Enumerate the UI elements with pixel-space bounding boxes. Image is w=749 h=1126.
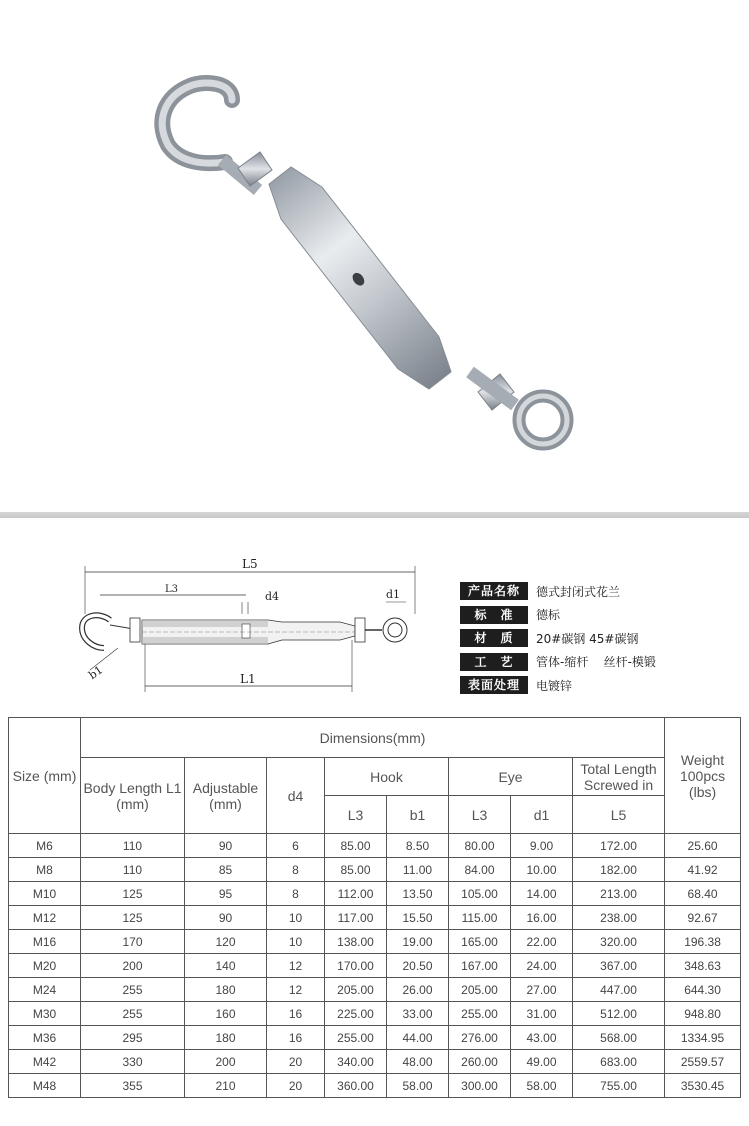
table-cell: 110 <box>81 834 185 858</box>
table-cell: 160 <box>185 1002 267 1026</box>
table-cell: M48 <box>9 1074 81 1098</box>
spec-row-material <box>460 627 740 649</box>
table-cell: 49.00 <box>511 1050 573 1074</box>
table-cell: 31.00 <box>511 1002 573 1026</box>
spec-value: 德标 <box>536 608 561 622</box>
header-l5: L5 <box>573 796 665 834</box>
table-cell: 19.00 <box>387 930 449 954</box>
header-total-length: Total Length Screwed in <box>573 758 665 796</box>
table-cell: 180 <box>185 978 267 1002</box>
table-cell: 165.00 <box>449 930 511 954</box>
table-cell: 43.00 <box>511 1026 573 1050</box>
table-cell: 24.00 <box>511 954 573 978</box>
header-d4: d4 <box>267 758 325 834</box>
table-cell: 117.00 <box>325 906 387 930</box>
table-cell: 10 <box>267 906 325 930</box>
table-cell: 48.00 <box>387 1050 449 1074</box>
section-divider <box>0 512 749 518</box>
table-cell: 120 <box>185 930 267 954</box>
spec-row-process <box>460 651 740 673</box>
label-d1: d1 <box>386 588 401 601</box>
table-cell: 92.67 <box>665 906 741 930</box>
table-cell: 644.30 <box>665 978 741 1002</box>
table-cell: 20 <box>267 1050 325 1074</box>
dimensions-table-wrap <box>8 717 740 1098</box>
table-cell: 12 <box>267 954 325 978</box>
table-cell: 355 <box>81 1074 185 1098</box>
table-cell: M10 <box>9 882 81 906</box>
table-cell: M24 <box>9 978 81 1002</box>
table-row <box>9 1074 741 1098</box>
table-cell: 200 <box>81 954 185 978</box>
table-cell: 3530.45 <box>665 1074 741 1098</box>
turnbuckle-photo <box>0 0 749 512</box>
table-cell: 85.00 <box>325 858 387 882</box>
table-cell: 33.00 <box>387 1002 449 1026</box>
technical-diagram <box>70 552 430 702</box>
spec-label: 材 质 <box>460 629 528 647</box>
table-cell: 200 <box>185 1050 267 1074</box>
spec-label: 产品名称 <box>460 582 528 600</box>
table-cell: 196.38 <box>665 930 741 954</box>
table-cell: 10.00 <box>511 858 573 882</box>
table-row <box>9 882 741 906</box>
table-cell: M6 <box>9 834 81 858</box>
table-cell: 2559.57 <box>665 1050 741 1074</box>
label-d4: d4 <box>265 590 280 603</box>
table-cell: 755.00 <box>573 1074 665 1098</box>
table-cell: 138.00 <box>325 930 387 954</box>
table-row <box>9 954 741 978</box>
table-cell: 360.00 <box>325 1074 387 1098</box>
label-l3: L3 <box>165 584 179 595</box>
table-row <box>9 930 741 954</box>
dimensions-table <box>8 717 741 1098</box>
label-l5: L5 <box>242 557 258 571</box>
table-cell: 44.00 <box>387 1026 449 1050</box>
table-cell: 84.00 <box>449 858 511 882</box>
spec-label: 工 艺 <box>460 653 528 671</box>
table-cell: 170.00 <box>325 954 387 978</box>
table-cell: 255 <box>81 1002 185 1026</box>
table-cell: 348.63 <box>665 954 741 978</box>
table-cell: 20 <box>267 1074 325 1098</box>
table-cell: 170 <box>81 930 185 954</box>
table-cell: 41.92 <box>665 858 741 882</box>
table-cell: 568.00 <box>573 1026 665 1050</box>
table-cell: 110 <box>81 858 185 882</box>
table-cell: 180 <box>185 1026 267 1050</box>
table-cell: M36 <box>9 1026 81 1050</box>
table-cell: 948.80 <box>665 1002 741 1026</box>
table-cell: 16 <box>267 1026 325 1050</box>
turnbuckle-drawing <box>70 552 430 702</box>
table-cell: M12 <box>9 906 81 930</box>
table-row <box>9 978 741 1002</box>
table-cell: M8 <box>9 858 81 882</box>
table-row <box>9 858 741 882</box>
header-adjustable: Adjustable (mm) <box>185 758 267 834</box>
table-row <box>9 834 741 858</box>
table-cell: 6 <box>267 834 325 858</box>
product-photo <box>0 0 749 512</box>
table-cell: 8.50 <box>387 834 449 858</box>
label-b1: b1 <box>86 663 106 682</box>
table-row <box>9 1002 741 1026</box>
header-eye: Eye <box>449 758 573 796</box>
table-cell: 205.00 <box>325 978 387 1002</box>
spec-label: 标 准 <box>460 606 528 624</box>
table-cell: 255.00 <box>325 1026 387 1050</box>
spec-value: 20#碳钢 45#碳钢 <box>536 631 639 646</box>
spec-row-surface <box>460 674 740 696</box>
table-cell: 8 <box>267 858 325 882</box>
spec-value: 管体-缩杆 丝杆-模锻 <box>536 655 656 669</box>
header-hook: Hook <box>325 758 449 796</box>
table-cell: 182.00 <box>573 858 665 882</box>
table-cell: 112.00 <box>325 882 387 906</box>
table-cell: 125 <box>81 882 185 906</box>
spec-row-name <box>460 580 740 602</box>
header-hook-b1: b1 <box>387 796 449 834</box>
table-cell: 300.00 <box>449 1074 511 1098</box>
table-cell: 85.00 <box>325 834 387 858</box>
table-cell: 255.00 <box>449 1002 511 1026</box>
table-cell: 1334.95 <box>665 1026 741 1050</box>
table-row <box>9 1026 741 1050</box>
table-cell: 85 <box>185 858 267 882</box>
header-eye-l3: L3 <box>449 796 511 834</box>
table-cell: 9.00 <box>511 834 573 858</box>
table-cell: 276.00 <box>449 1026 511 1050</box>
table-cell: 8 <box>267 882 325 906</box>
table-cell: 10 <box>267 930 325 954</box>
table-cell: 27.00 <box>511 978 573 1002</box>
table-cell: M16 <box>9 930 81 954</box>
table-cell: 367.00 <box>573 954 665 978</box>
table-row <box>9 906 741 930</box>
table-cell: 58.00 <box>387 1074 449 1098</box>
header-body-length: Body Length L1 (mm) <box>81 758 185 834</box>
table-cell: 95 <box>185 882 267 906</box>
table-cell: M42 <box>9 1050 81 1074</box>
table-cell: 25.60 <box>665 834 741 858</box>
table-cell: 80.00 <box>449 834 511 858</box>
table-cell: 295 <box>81 1026 185 1050</box>
table-cell: 213.00 <box>573 882 665 906</box>
table-cell: 172.00 <box>573 834 665 858</box>
label-l1: L1 <box>240 672 256 686</box>
table-cell: 12 <box>267 978 325 1002</box>
header-weight: Weight 100pcs (lbs) <box>665 718 741 834</box>
table-cell: 330 <box>81 1050 185 1074</box>
spec-label: 表面处理 <box>460 676 528 694</box>
table-cell: 238.00 <box>573 906 665 930</box>
table-cell: 447.00 <box>573 978 665 1002</box>
table-cell: 26.00 <box>387 978 449 1002</box>
table-cell: 14.00 <box>511 882 573 906</box>
spec-list <box>460 580 740 698</box>
table-cell: 68.40 <box>665 882 741 906</box>
table-row <box>9 1050 741 1074</box>
table-cell: 210 <box>185 1074 267 1098</box>
table-cell: 140 <box>185 954 267 978</box>
spec-value: 电镀锌 <box>536 678 573 693</box>
header-eye-d1: d1 <box>511 796 573 834</box>
table-cell: 58.00 <box>511 1074 573 1098</box>
table-cell: 320.00 <box>573 930 665 954</box>
table-cell: 340.00 <box>325 1050 387 1074</box>
table-cell: M20 <box>9 954 81 978</box>
table-cell: 90 <box>185 834 267 858</box>
table-cell: 225.00 <box>325 1002 387 1026</box>
table-cell: 205.00 <box>449 978 511 1002</box>
table-cell: 11.00 <box>387 858 449 882</box>
header-hook-l3: L3 <box>325 796 387 834</box>
table-cell: M30 <box>9 1002 81 1026</box>
spec-row-standard <box>460 604 740 626</box>
table-cell: 260.00 <box>449 1050 511 1074</box>
table-cell: 20.50 <box>387 954 449 978</box>
table-cell: 16.00 <box>511 906 573 930</box>
table-cell: 125 <box>81 906 185 930</box>
table-cell: 90 <box>185 906 267 930</box>
table-cell: 512.00 <box>573 1002 665 1026</box>
spec-value: 德式封闭式花兰 <box>536 584 621 599</box>
table-cell: 255 <box>81 978 185 1002</box>
table-cell: 683.00 <box>573 1050 665 1074</box>
table-cell: 22.00 <box>511 930 573 954</box>
table-cell: 13.50 <box>387 882 449 906</box>
table-cell: 105.00 <box>449 882 511 906</box>
table-cell: 16 <box>267 1002 325 1026</box>
header-size: Size (mm) <box>9 718 81 834</box>
table-cell: 115.00 <box>449 906 511 930</box>
table-cell: 15.50 <box>387 906 449 930</box>
header-dimensions: Dimensions(mm) <box>81 718 665 758</box>
table-cell: 167.00 <box>449 954 511 978</box>
